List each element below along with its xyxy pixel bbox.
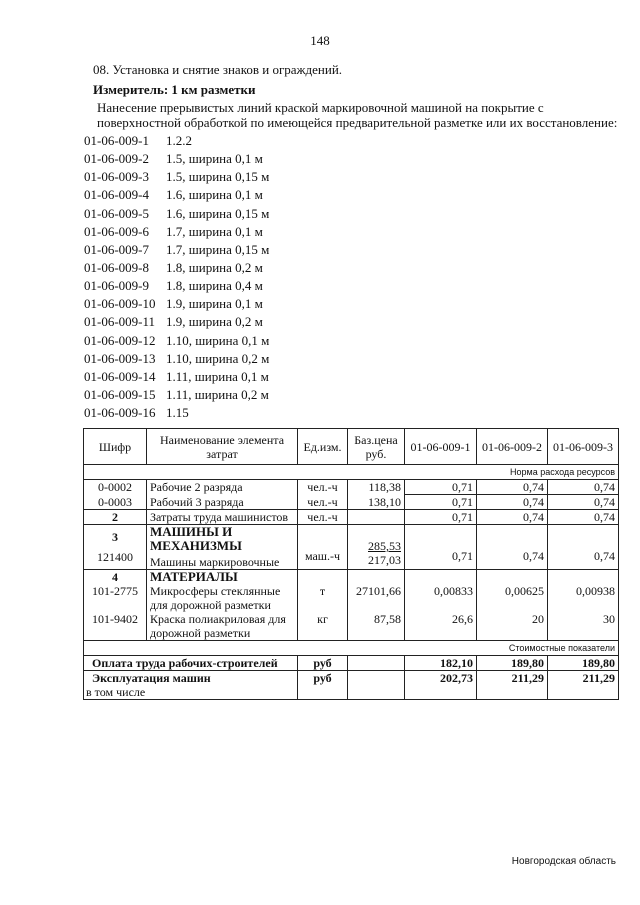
code-list-text: 1.10, ширина 0,2 м (166, 350, 270, 366)
code-list-code: 01-06-009-5 (84, 205, 149, 221)
table-row (84, 495, 619, 510)
code-list-code: 01-06-009-10 (84, 296, 156, 312)
table-row-materials (84, 570, 619, 641)
row-value-3: 0,74 (548, 480, 619, 495)
code-list-code: 01-06-009-3 (84, 169, 149, 185)
material-name: Краска полиакриловая для дорожной разметки (150, 612, 286, 640)
code-list-item (84, 313, 269, 331)
row-value-1 (405, 570, 477, 641)
cost-caption: Стоимостные показатели (84, 641, 619, 656)
section-code: 4 (112, 570, 118, 584)
row-price: 138,10 (348, 495, 405, 510)
total-value-2: 211,29 (477, 671, 548, 700)
total-value-1: 182,10 (405, 656, 477, 671)
code-list-item (84, 241, 269, 259)
resource-table (83, 428, 619, 700)
row-value-3: 0,74 (548, 495, 619, 510)
material-unit: т (319, 584, 326, 598)
code-list-code: 01-06-009-15 (84, 386, 156, 402)
total-unit: руб (298, 656, 348, 671)
code-list-text: 1.2.2 (166, 133, 192, 148)
measurer-heading: Измеритель: 1 км разметки (93, 82, 256, 97)
material-value: 0,00833 (434, 584, 473, 598)
row-unit: маш.-ч (298, 525, 348, 570)
code-list-text: 1.5, ширина 0,1 м (166, 151, 263, 167)
section-title: 08. Установка и снятие знаков и ограждений. (93, 62, 343, 77)
code-list-item (84, 332, 269, 350)
material-price: 87,58 (374, 612, 401, 626)
code-list-code: 01-06-009-9 (84, 278, 149, 294)
footer-region: Новгородская область (511, 856, 616, 867)
total-unit: руб (298, 671, 348, 700)
total-name: Оплата труда рабочих-строителей (84, 656, 298, 671)
section-title-materials: МАТЕРИАЛЫ (150, 569, 238, 584)
header-unit: Ед.изм. (298, 429, 348, 465)
code-list-text: 1.6, ширина 0,15 м (166, 205, 270, 221)
row-value-2 (477, 570, 548, 641)
code-list-text: 1.11, ширина 0,1 м (166, 368, 269, 384)
row-name: Рабочий 3 разряда (147, 495, 298, 510)
code-list-item (84, 386, 269, 404)
code-list-item (84, 205, 269, 223)
section-title-machines: МАШИНЫ И МЕХАНИЗМЫ (150, 524, 242, 553)
code-list-text: 1.9, ширина 0,2 м (166, 314, 263, 330)
material-code: 101-9402 (92, 612, 138, 626)
price-secondary: 217,03 (368, 553, 401, 567)
row-value-2: 0,74 (477, 480, 548, 495)
row-unit (298, 570, 348, 641)
row-value-3: 0,74 (548, 525, 619, 570)
code-list-code: 01-06-009-13 (84, 350, 156, 366)
total-name (84, 671, 298, 700)
material-code: 101-2775 (92, 584, 138, 598)
table-row-total (84, 656, 619, 671)
code-list-code: 01-06-009-14 (84, 368, 156, 384)
row-name: Рабочие 2 разряда (147, 480, 298, 495)
code-list-item (84, 259, 269, 277)
material-value: 26,6 (452, 612, 473, 626)
row-code: 2 (84, 510, 147, 525)
code-list-item (84, 223, 269, 241)
code-list-item (84, 186, 269, 204)
code-list-text: 1.7, ширина 0,15 м (166, 241, 270, 257)
material-name: Микросферы стеклянные для дорожной разметки (150, 584, 281, 612)
row-code: 0-0002 (84, 480, 147, 495)
code-list-code: 01-06-009-6 (84, 223, 149, 239)
code-list-item (84, 368, 269, 386)
row-price (348, 510, 405, 525)
row-code: 0-0003 (84, 495, 147, 510)
code-list-text: 1.11, ширина 0,2 м (166, 386, 269, 402)
material-value: 30 (603, 612, 615, 626)
row-code (84, 525, 147, 570)
total-value-3: 211,29 (548, 671, 619, 700)
code-list-code: 01-06-009-11 (84, 314, 156, 330)
code-list-code: 01-06-009-16 (84, 405, 156, 421)
machine-code: 121400 (97, 550, 133, 564)
row-value-1: 0,71 (405, 510, 477, 525)
row-value-3: 0,74 (548, 510, 619, 525)
header-col1: 01-06-009-1 (405, 429, 477, 465)
row-price: 118,38 (348, 480, 405, 495)
table-row (84, 510, 619, 525)
code-list-text: 1.8, ширина 0,4 м (166, 278, 263, 294)
code-list-code: 01-06-009-1 (84, 133, 149, 148)
header-price: Баз.цена руб. (348, 429, 405, 465)
total-value-1: 202,73 (405, 671, 477, 700)
material-value: 0,00938 (576, 584, 615, 598)
table-row-machines (84, 525, 619, 570)
section-code: 3 (112, 530, 118, 544)
code-list-item (84, 350, 269, 368)
row-unit: чел.-ч (298, 480, 348, 495)
row-code (84, 570, 147, 641)
row-price (348, 570, 405, 641)
total-price (348, 671, 405, 700)
row-unit: чел.-ч (298, 510, 348, 525)
total-name-main: Эксплуатация машин (92, 671, 211, 685)
row-value-1: 0,71 (405, 495, 477, 510)
code-list-text: 1.10, ширина 0,1 м (166, 332, 270, 348)
price-primary: 285,53 (368, 539, 401, 553)
code-list-code: 01-06-009-8 (84, 259, 149, 275)
code-list-code: 01-06-009-7 (84, 241, 149, 257)
header-name: Наименование элемента затрат (147, 429, 298, 465)
code-list-code: 01-06-009-12 (84, 332, 156, 348)
material-value: 20 (532, 612, 544, 626)
code-list-text: 1.7, ширина 0,1 м (166, 223, 263, 239)
code-list-item (84, 277, 269, 295)
header-col2: 01-06-009-2 (477, 429, 548, 465)
code-list-code: 01-06-009-4 (84, 187, 149, 203)
row-value-2: 0,74 (477, 525, 548, 570)
row-value-2: 0,74 (477, 510, 548, 525)
code-list-item (84, 132, 269, 150)
row-value-2: 0,74 (477, 495, 548, 510)
row-unit: чел.-ч (298, 495, 348, 510)
material-price: 27101,66 (356, 584, 401, 598)
code-list-text: 1.15 (166, 405, 189, 421)
code-list-code: 01-06-009-2 (84, 151, 149, 167)
page-number: 148 (310, 33, 330, 48)
table-row-total (84, 671, 619, 700)
material-unit: кг (317, 612, 328, 626)
code-list-text: 1.9, ширина 0,1 м (166, 296, 263, 312)
code-list (84, 132, 269, 422)
header-code: Шифр (84, 429, 147, 465)
code-list-text: 1.6, ширина 0,1 м (166, 187, 263, 203)
description-text: Нанесение прерывистых линий краской маркировочной машиной на покрытие с поверхностной обработкой по имеющейся предварительной разметке или их восстановление: (97, 100, 618, 130)
row-value-1: 0,71 (405, 525, 477, 570)
code-list-item (84, 404, 269, 422)
header-col3: 01-06-009-3 (548, 429, 619, 465)
total-value-3: 189,80 (548, 656, 619, 671)
total-price (348, 656, 405, 671)
row-value-1: 0,71 (405, 480, 477, 495)
code-list-item (84, 168, 269, 186)
row-value-3 (548, 570, 619, 641)
code-list-item (84, 295, 269, 313)
total-name-sub: в том числе (86, 685, 146, 699)
row-name (147, 570, 298, 641)
code-list-text: 1.8, ширина 0,2 м (166, 259, 263, 275)
material-value: 0,00625 (505, 584, 544, 598)
row-name: Затраты труда машинистов (147, 510, 298, 525)
table-row (84, 480, 619, 495)
machine-name: Машины маркировочные (150, 555, 280, 569)
row-name (147, 525, 298, 570)
norm-caption: Норма расхода ресурсов (84, 465, 619, 480)
code-list-text: 1.5, ширина 0,15 м (166, 169, 270, 185)
total-value-2: 189,80 (477, 656, 548, 671)
row-price (348, 525, 405, 570)
code-list-item (84, 150, 269, 168)
